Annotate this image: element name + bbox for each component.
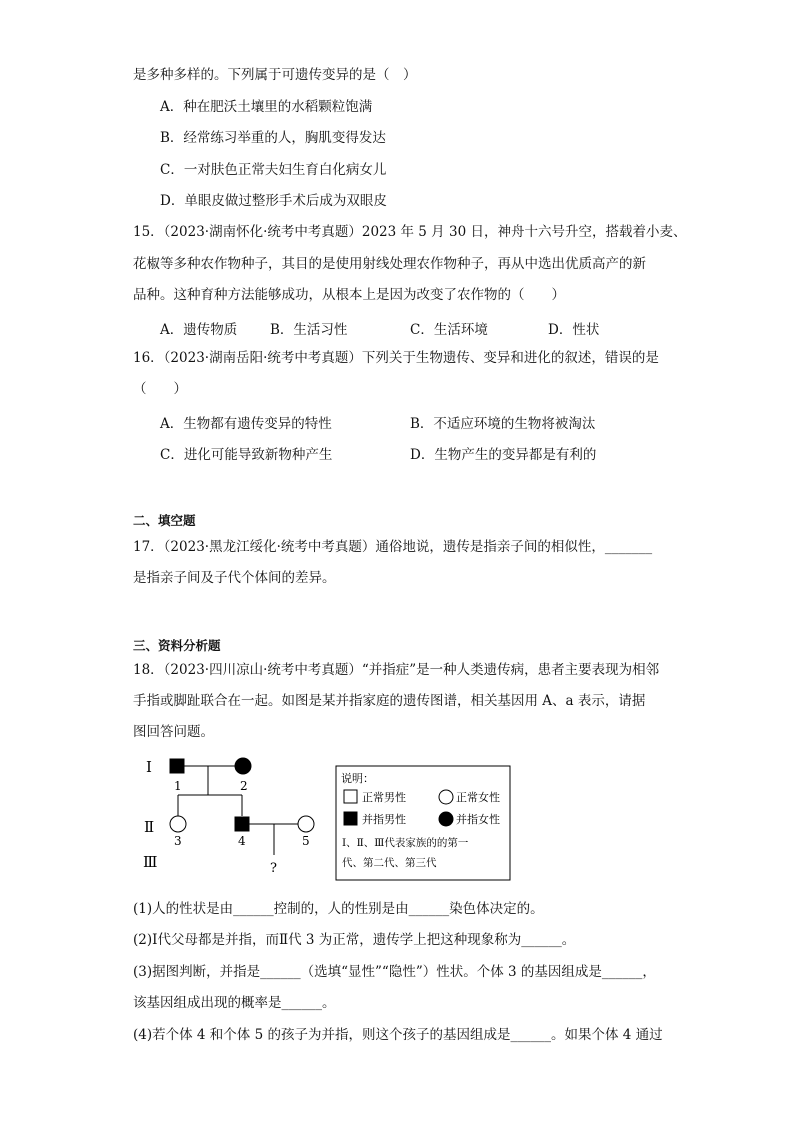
legend-affected-female: 并指女性 <box>456 813 500 826</box>
q14-option-c: C．一对肤色正常夫妇生育白化病女儿 <box>160 162 387 178</box>
sub-question-4-line-1: (4)若个体 4 和个体 5 的孩子为并指，则这个孩子的基因组成是______。如果个体 4 通过 <box>133 1027 663 1043</box>
legend-affected-male: 并指男性 <box>362 813 406 826</box>
q15-option-c: C．生活环境 <box>410 322 488 338</box>
individual-3-normal-female <box>170 816 186 832</box>
individual-5-normal-female <box>298 816 314 832</box>
q15-option-d: D．性状 <box>548 322 600 338</box>
legend-affected-male-icon <box>344 812 357 825</box>
q14-option-b: B．经常练习举重的人，胸肌变得发达 <box>160 130 386 146</box>
sub-question-3-line-2: 该基因组成出现的概率是______。 <box>133 995 336 1011</box>
individual-number-2: 2 <box>240 779 248 793</box>
unknown-child-mark: ? <box>270 861 277 876</box>
section-heading-data-analysis: 三、资料分析题 <box>133 638 221 653</box>
question-15-line-1: 15．（2023·湖南怀化·统考中考真题）2023 年 5 月 30 日，神舟十六号升空，搭载着小麦、 <box>133 224 687 240</box>
legend-title: 说明： <box>341 772 374 785</box>
question-15-line-2: 花椒等多种农作物种子，其目的是使用射线处理农作物种子，再从中选出优质高产的新 <box>133 256 646 272</box>
individual-4-affected-male <box>235 817 249 831</box>
q14-option-a: A．种在肥沃土壤里的水稻颗粒饱满 <box>160 99 373 115</box>
individual-number-4: 4 <box>238 834 246 848</box>
q14-option-d: D．单眼皮做过整形手术后成为双眼皮 <box>160 193 387 209</box>
question-15-line-3: 品种。这种育种方法能够成功，从根本上是因为改变了农作物的（ ） <box>133 287 565 303</box>
individual-number-1: 1 <box>174 779 182 793</box>
individual-number-5: 5 <box>302 834 310 848</box>
question-18-line-2: 手指或脚趾联合在一起。如图是某并指家庭的遗传图谱，相关基因用 A、a 表示，请据 <box>133 693 646 709</box>
question-14-stem: 是多种多样的。下列属于可遗传变异的是（ ） <box>133 67 417 83</box>
legend-note-line-2: 代、第二代、第三代 <box>342 857 437 869</box>
legend-normal-male: 正常男性 <box>362 791 406 804</box>
generation-label-3: Ⅲ <box>143 853 158 871</box>
section-heading-fill-blank: 二、填空题 <box>133 513 196 528</box>
generation-label-2: Ⅱ <box>144 818 155 836</box>
q16-option-b: B．不适应环境的生物将被淘汰 <box>410 416 596 432</box>
legend-affected-female-icon <box>439 812 453 826</box>
individual-2-affected-female <box>235 758 251 774</box>
q16-option-a: A．生物都有遗传变异的特性 <box>160 416 332 432</box>
pedigree-legend <box>336 766 510 880</box>
legend-normal-female: 正常女性 <box>456 791 500 804</box>
q16-option-c: C．进化可能导致新物种产生 <box>160 447 333 463</box>
q15-option-a: A．遗传物质 <box>160 322 238 338</box>
question-17-line-1: 17．（2023·黑龙江绥化·统考中考真题）通俗地说，遗传是指亲子间的相似性，_______ <box>133 539 653 555</box>
question-18-line-3: 图回答问题。 <box>133 724 214 740</box>
pedigree-diagram <box>130 752 520 882</box>
q15-option-b: B．生活习性 <box>270 322 348 338</box>
legend-normal-female-icon <box>439 790 453 804</box>
question-18-line-1: 18．（2023·四川凉山·统考中考真题）“并指症”是一种人类遗传病，患者主要表现为相邻 <box>133 662 660 678</box>
generation-label-1: Ⅰ <box>146 758 152 776</box>
sub-question-3-line-1: (3)据图判断，并指是______（选填“显性”“隐性”）性状。个体 3 的基因组成是______， <box>133 964 656 980</box>
q16-option-d: D．生物产生的变异都是有利的 <box>410 447 597 463</box>
individual-number-3: 3 <box>174 834 182 848</box>
legend-normal-male-icon <box>344 790 357 803</box>
question-16-line-1: 16．（2023·湖南岳阳·统考中考真题）下列关于生物遗传、变异和进化的叙述，错误的是 <box>133 350 659 366</box>
question-17-line-2: 是指亲子间及子代个体间的差异。 <box>133 570 336 586</box>
sub-question-1: (1)人的性状是由______控制的，人的性别是由______染色体决定的。 <box>133 901 544 917</box>
sub-question-2: (2)Ⅰ代父母都是并指，而Ⅱ代 3 为正常，遗传学上把这种现象称为______。 <box>133 932 576 948</box>
question-16-line-2: （ ） <box>133 381 187 397</box>
legend-note-line-1: Ⅰ、Ⅱ、Ⅲ代表家族的的第一 <box>342 837 469 849</box>
individual-1-affected-male <box>170 759 184 773</box>
